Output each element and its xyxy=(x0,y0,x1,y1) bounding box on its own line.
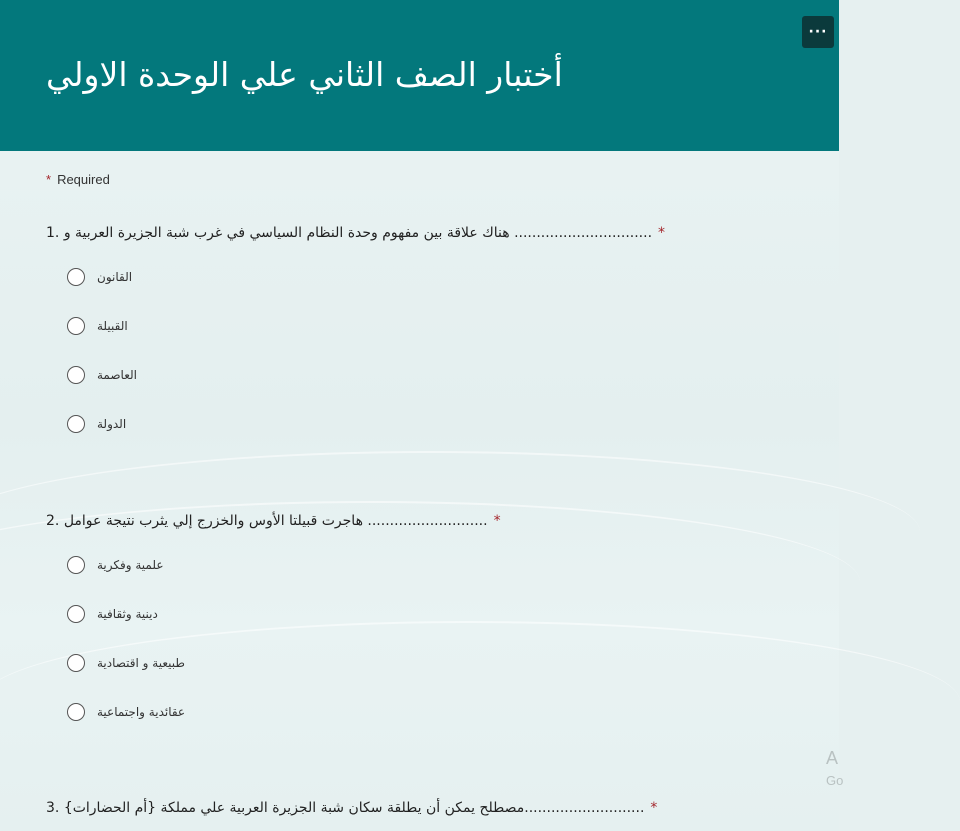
required-asterisk: * xyxy=(46,172,52,187)
ellipsis-icon: ··· xyxy=(808,24,828,40)
radio-circle-icon[interactable] xyxy=(67,556,85,574)
required-note xyxy=(46,172,110,187)
option-radio[interactable] xyxy=(67,556,164,574)
question-title xyxy=(46,225,665,241)
question-text: 1. هناك علاقة بين مفهوم وحدة النظام السياسي في غرب شبة الجزيرة العربية و ............................... xyxy=(46,225,653,241)
option-label: القانون xyxy=(97,270,133,284)
edge-overlay-text: A xyxy=(826,748,839,768)
option-label: طبيعية و اقتصادية xyxy=(97,656,185,670)
option-radio[interactable] xyxy=(67,605,158,623)
radio-circle-icon[interactable] xyxy=(67,366,85,384)
radio-circle-icon[interactable] xyxy=(67,703,85,721)
option-label: علمية وفكرية xyxy=(97,558,164,572)
option-radio[interactable] xyxy=(67,415,126,433)
radio-circle-icon[interactable] xyxy=(67,654,85,672)
question-text: 3. مصطلح يمكن أن يطلقة سكان شبة الجزيرة العربية علي مملكة {أم الحضارات}........................... xyxy=(46,800,645,816)
radio-circle-icon[interactable] xyxy=(67,415,85,433)
option-radio[interactable] xyxy=(67,268,132,286)
edge-overlay-text: Go xyxy=(826,773,844,788)
question-title xyxy=(46,513,501,529)
radio-circle-icon[interactable] xyxy=(67,605,85,623)
question-text: 2. هاجرت قبيلتا الأوس والخزرج إلي يثرب نتيجة عوامل ........................... xyxy=(46,513,488,529)
required-label: Required xyxy=(57,172,110,187)
option-radio[interactable] xyxy=(67,366,137,384)
option-label: القبيلة xyxy=(97,319,128,333)
more-options-button[interactable] xyxy=(802,16,834,48)
form-title: أختبار الصف الثاني علي الوحدة الاولي xyxy=(46,55,563,94)
option-label: العاصمة xyxy=(97,368,137,382)
option-label: دينية وثقافية xyxy=(97,607,158,621)
radio-circle-icon[interactable] xyxy=(67,268,85,286)
background-wave xyxy=(0,621,960,783)
option-label: عقائدية واجتماعية xyxy=(97,705,186,719)
form-header xyxy=(0,0,839,151)
required-asterisk: * xyxy=(493,513,501,529)
option-radio[interactable] xyxy=(67,703,185,721)
option-radio[interactable] xyxy=(67,654,185,672)
option-label: الدولة xyxy=(97,417,127,431)
required-asterisk: * xyxy=(658,225,666,241)
question-title xyxy=(46,800,657,816)
required-asterisk: * xyxy=(650,800,658,816)
form-body xyxy=(0,151,839,831)
radio-circle-icon[interactable] xyxy=(67,317,85,335)
option-radio[interactable] xyxy=(67,317,128,335)
